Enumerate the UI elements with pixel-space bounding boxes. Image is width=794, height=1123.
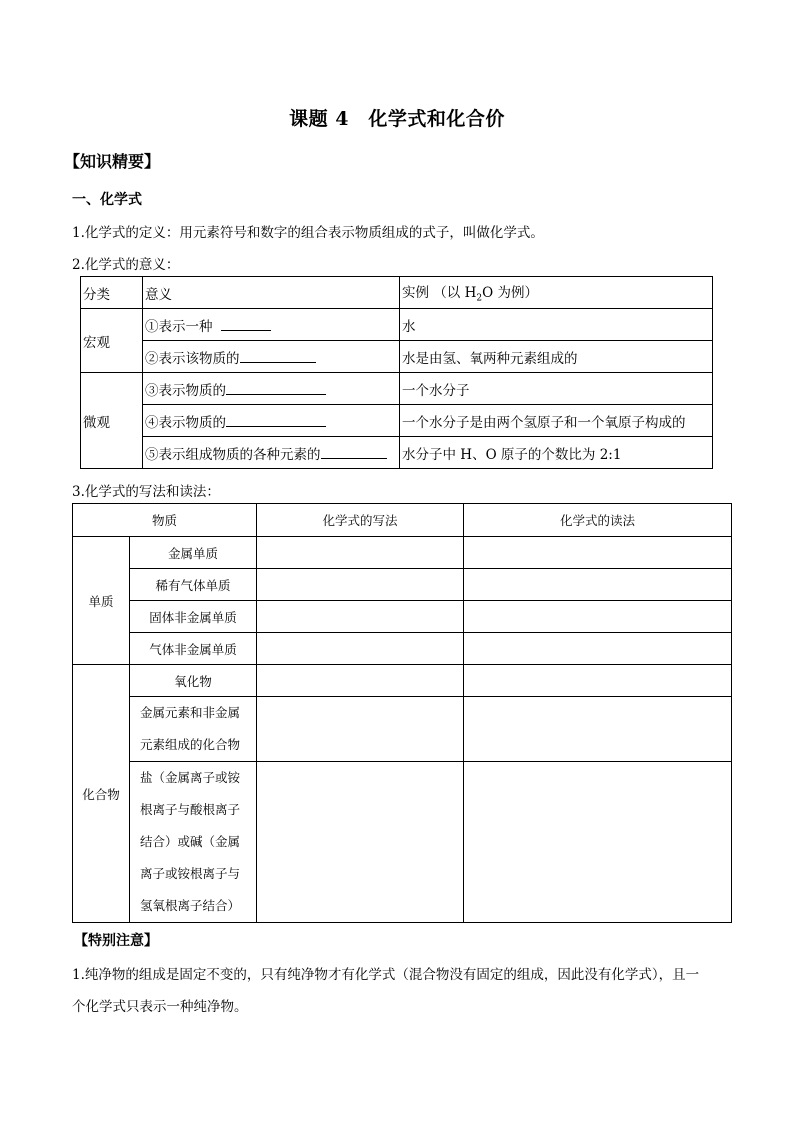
table-row: [73, 504, 732, 537]
substance-cell: 氧化物: [130, 665, 257, 697]
page-title: 课题 4 化学式和化合价: [289, 108, 505, 130]
example-cell: 水是由氢、氧两种元素组成的: [400, 341, 713, 373]
header-meaning: 意义: [143, 277, 400, 309]
header-category: 分类: [81, 277, 143, 309]
table-row: [73, 537, 732, 569]
writing-blank-cell[interactable]: [257, 601, 464, 633]
table-row: [81, 341, 713, 373]
meaning-cell: ④表示物质的: [143, 405, 400, 437]
header-substance: 物质: [73, 504, 257, 537]
reading-blank-cell[interactable]: [464, 665, 732, 697]
formula-meaning-table: [80, 276, 713, 469]
substance-cell: 盐（金属离子或铵 根离子与酸根离子 结合）或碱（金属 离子或铵根离子与 氢氧根离子结合）: [130, 762, 257, 923]
formula-definition: 1.化学式的定义：用元素符号和数字的组合表示物质组成的式子，叫做化学式。: [72, 225, 544, 241]
example-cell: 水: [400, 309, 713, 341]
meaning-cell: ③表示物质的: [143, 373, 400, 405]
fill-blank[interactable]: [226, 412, 326, 427]
writing-blank-cell[interactable]: [257, 537, 464, 569]
fill-blank[interactable]: [321, 444, 387, 459]
table-row: [73, 762, 732, 923]
reading-blank-cell[interactable]: [464, 762, 732, 923]
formula-writing-table: [72, 503, 732, 923]
table-row: [73, 665, 732, 697]
header-writing: 化学式的写法: [257, 504, 464, 537]
reading-blank-cell[interactable]: [464, 633, 732, 665]
table-row: [81, 437, 713, 469]
table-row: [73, 569, 732, 601]
section-knowledge-heading: 【知识精要】: [64, 152, 161, 171]
macro-label: 宏观: [81, 309, 143, 373]
formula-writing-label: 3.化学式的写法和读法：: [72, 484, 220, 500]
table-row: [81, 373, 713, 405]
note-line-2: 个化学式只表示一种纯净物。: [72, 999, 248, 1015]
writing-blank-cell[interactable]: [257, 633, 464, 665]
section-formula-heading: 一、化学式: [72, 192, 142, 208]
example-cell: 一个水分子: [400, 373, 713, 405]
writing-blank-cell[interactable]: [257, 697, 464, 762]
header-example: 实例 （以 $H_2O$ 为例）: [400, 277, 713, 309]
table-row: [81, 405, 713, 437]
meaning-cell: ①表示一种: [143, 309, 400, 341]
writing-blank-cell[interactable]: [257, 762, 464, 923]
note-line-1: 1.纯净物的组成是固定不变的，只有纯净物才有化学式（混合物没有固定的组成，因此没有化学式），且一: [72, 967, 700, 983]
example-cell: 水分子中 H、O 原子的个数比为 2:1: [400, 437, 713, 469]
substance-cell: 金属单质: [130, 537, 257, 569]
table-row: [73, 601, 732, 633]
meaning-cell: ⑤表示组成物质的各种元素的: [143, 437, 400, 469]
meaning-cell: ②表示该物质的: [143, 341, 400, 373]
table-row: [81, 277, 713, 309]
formula-meaning-label: 2.化学式的意义：: [72, 257, 180, 273]
writing-blank-cell[interactable]: [257, 665, 464, 697]
special-note-heading: 【特别注意】: [74, 933, 158, 949]
table-row: [73, 697, 732, 762]
reading-blank-cell[interactable]: [464, 601, 732, 633]
reading-blank-cell[interactable]: [464, 697, 732, 762]
substance-cell: 金属元素和非金属 元素组成的化合物: [130, 697, 257, 762]
reading-blank-cell[interactable]: [464, 537, 732, 569]
substance-cell: 稀有气体单质: [130, 569, 257, 601]
writing-blank-cell[interactable]: [257, 569, 464, 601]
example-cell: 一个水分子是由两个氢原子和一个氧原子构成的: [400, 405, 713, 437]
table-row: [81, 309, 713, 341]
fill-blank[interactable]: [221, 316, 271, 331]
reading-blank-cell[interactable]: [464, 569, 732, 601]
compound-label: 化合物: [73, 665, 130, 923]
substance-cell: 固体非金属单质: [130, 601, 257, 633]
table-row: [73, 633, 732, 665]
micro-label: 微观: [81, 373, 143, 469]
fill-blank[interactable]: [240, 348, 316, 363]
elemental-label: 单质: [73, 537, 130, 665]
fill-blank[interactable]: [226, 380, 326, 395]
substance-cell: 气体非金属单质: [130, 633, 257, 665]
header-reading: 化学式的读法: [464, 504, 732, 537]
